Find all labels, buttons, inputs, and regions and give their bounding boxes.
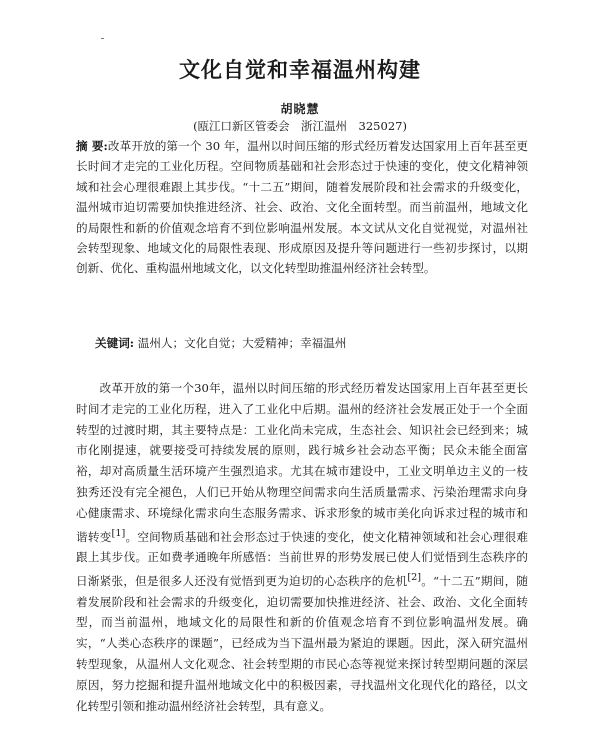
author-name: 胡晓慧: [280, 102, 320, 116]
citation-1: [1]: [111, 527, 126, 539]
body-text-part1: 改革开放的第一个30年，温州以时间压缩的形式经历着发达国家用上百年甚至更长时间才走完的工业化历程，进入了工业化中后期。温州的经济社会发展正处于一个全面转型的过渡时期，其主要特点是：工业化尚未完成，生态社会、知识社会已经到来；城市化刚提速，就要接受可持续发展的原则，践行城乡社会动态平衡；民众未能全面富裕，却对高质量生活环境产生强烈追求。尤其在城市建设中，工业文明单边主义的一枝独秀还没有完全褪色，人们已开始从物理空间需求向生活质量需求、污染治理需求向身心健康需求、环境绿化需求向生态服务需求、诉求形象的城市美化向诉求过程的城市和谐转变: [76, 381, 528, 544]
keywords-label: 关键词:: [95, 336, 135, 350]
keywords: [95, 333, 525, 353]
paper-title: 文化自觉和幸福温州构建: [179, 58, 421, 82]
abstract-text: 改革开放的第一个 30 年，温州以时间压缩的形式经历着发达国家用上百年甚至更长时间才走完的工业化历程。空间物质基础和社会形态过于快速的变化，使文化精神领域和社会心理很难跟上其步伐。“十二五”期间，随着发展阶段和社会需求的升级变化，温州城市迫切需要加快推进经济、社会、政治、文化全面转型。而当前温州，地域文化的局限性和新的价值观念培育不到位影响温州发展。本文试从文化自觉视觉，对温州社会转型现象、地域文化的局限性表现、形成原因及提升等问题进行一些初步探讨，以期创新、优化、重构温州地域文化，以文化转型助推温州经济社会转型。: [76, 139, 528, 276]
author-affiliation: (瓯江口新区管委会 浙江温州 325027): [193, 119, 407, 133]
abstract-label: 摘 要:: [76, 139, 108, 153]
keywords-text: 温州人；文化自觉；大爱精神；幸福温州: [137, 336, 347, 350]
body-text-part3: 。“十二五”期间，随着发展阶段和社会需求的升级变化，迫切需要加快推进经济、社会、政治、文化全面转型，而当前温州，地域文化的局限性和新的价值观念培育不到位影响温州发展。确实，“人类心态秩序的课题”，已经成为当下温州最为紧迫的课题。因此，深入研究温州转型现象，从温州人文化观念、社会转型期的市民心态等视觉来探讨转型期问题的深层原因，努力挖掘和提升温州地域文化中的积极因素，寻找温州文化现代化的路径，以文化转型引领和推动温州经济社会转型，具有意义。: [76, 573, 528, 713]
abstract: [76, 136, 528, 279]
scan-mark: [101, 38, 104, 39]
body-paragraph: [76, 378, 528, 716]
body-text-part2: 。空间物质基础和社会形态过于快速的变化，使文化精神领域和社会心理很难跟上其步伐。正如费孝通晚年所感悟：当前世界的形势发展已使人们觉悟到生态秩序的日渐紧张，但是很多人还没有觉悟到更为迫切的心态秩序的危机: [76, 529, 528, 588]
citation-2: [2]: [407, 572, 421, 584]
